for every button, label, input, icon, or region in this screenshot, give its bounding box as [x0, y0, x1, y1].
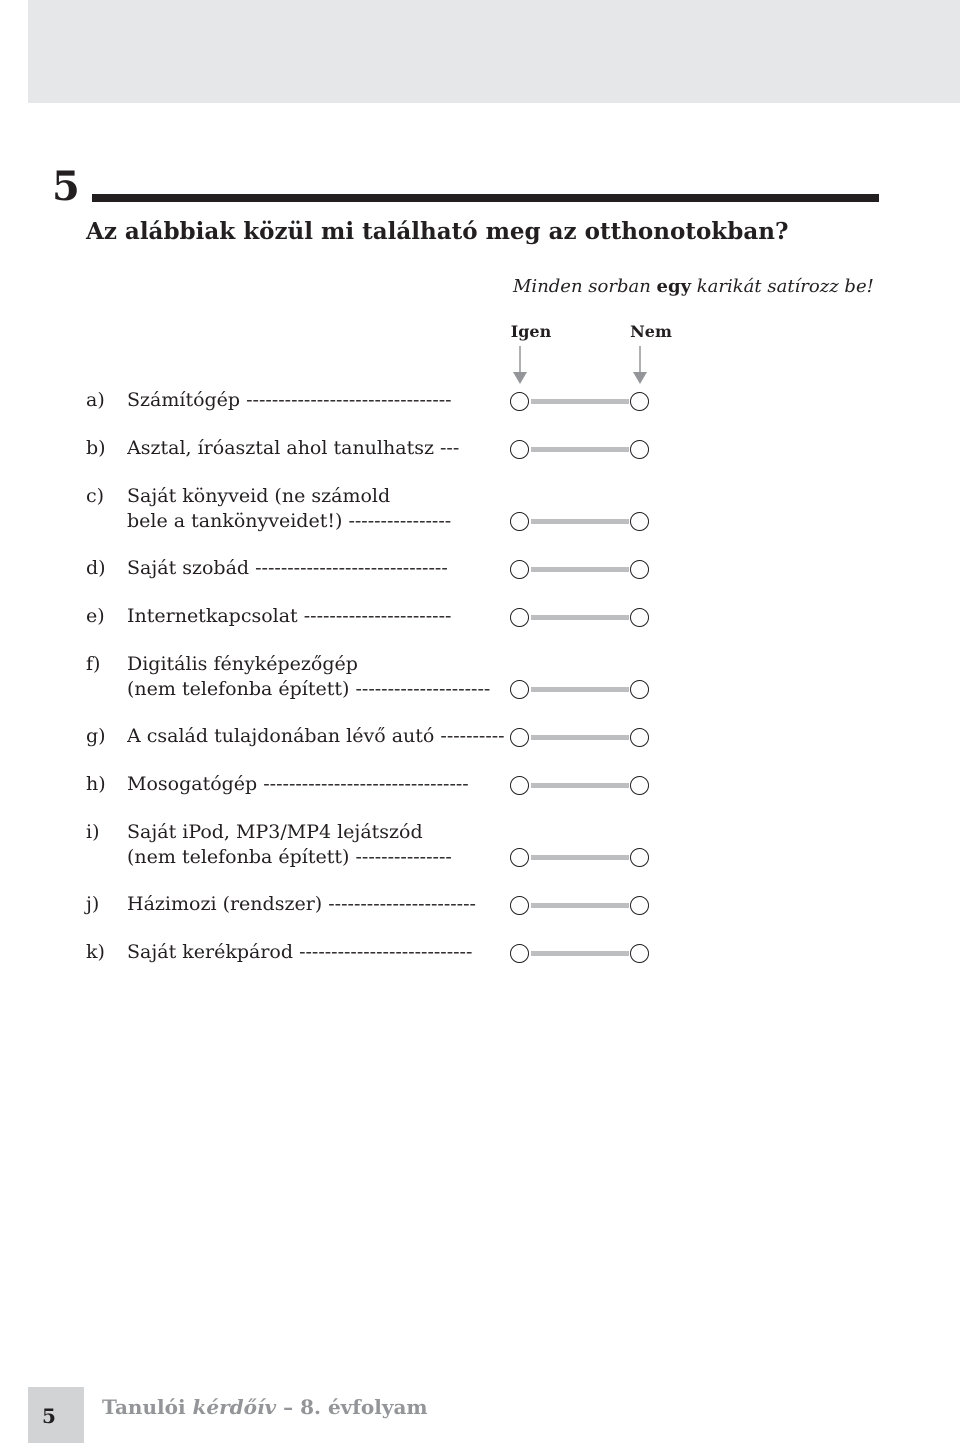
answer-circle-nem[interactable]: [630, 512, 649, 531]
item-letter: k): [86, 941, 105, 963]
item-leader-dashes: ---------------: [355, 846, 452, 868]
answer-circle-nem[interactable]: [630, 680, 649, 699]
footer-title-part2: – 8. évfolyam: [276, 1395, 428, 1419]
item-label-line1: Számítógép: [127, 389, 241, 411]
item-label: [127, 772, 505, 797]
answer-circle-igen[interactable]: [510, 728, 529, 747]
answer-circle-nem[interactable]: [630, 896, 649, 915]
column-header-nem: Nem: [630, 322, 672, 341]
answer-circle-igen[interactable]: [510, 512, 529, 531]
answer-circle-igen[interactable]: [510, 944, 529, 963]
answer-connector: [531, 687, 629, 692]
answer-circle-igen[interactable]: [510, 560, 529, 579]
item-letter: c): [86, 485, 105, 507]
answer-circle-nem[interactable]: [630, 608, 649, 627]
item-letter: f): [86, 653, 101, 675]
item-label: [127, 556, 505, 581]
item-label-line2: (nem telefonba épített): [127, 678, 350, 700]
item-label-line1: Saját kerékpárod: [127, 941, 294, 963]
answer-circle-igen[interactable]: [510, 776, 529, 795]
item-label-line1: Digitális fényképezőgép: [127, 653, 358, 675]
footer-title-part1: Tanulói: [102, 1395, 193, 1419]
answer-circle-nem[interactable]: [630, 728, 649, 747]
item-letter: a): [86, 389, 105, 411]
item-label: [127, 892, 505, 917]
question-title: Az alábbiak közül mi található meg az otthonotokban?: [86, 218, 789, 245]
answer-circle-nem[interactable]: [630, 776, 649, 795]
item-leader-dashes: --------------------------------: [246, 389, 452, 411]
item-label-line1: Saját könyveid (ne számold: [127, 485, 391, 507]
column-header-igen: Igen: [510, 322, 552, 341]
item-letter: i): [86, 821, 100, 843]
column-arrows: [0, 0, 960, 400]
item-leader-dashes: ---------------------------: [299, 941, 473, 963]
item-leader-dashes: -----------------------: [303, 605, 452, 627]
answer-circle-igen[interactable]: [510, 608, 529, 627]
item-leader-dashes: --------------------------------: [263, 773, 469, 795]
footer-title-italic: kérdőív: [192, 1395, 277, 1419]
item-letter: e): [86, 605, 105, 627]
item-label-line2: bele a tankönyveidet!): [127, 510, 343, 532]
item-leader-dashes: ------------------------------: [255, 557, 448, 579]
item-label-line1: Saját szobád: [127, 557, 250, 579]
item-leader-dashes: -----------------------: [328, 893, 476, 915]
answer-connector: [531, 567, 629, 572]
instruction-after: karikát satírozz be!: [691, 276, 874, 297]
item-label: [127, 388, 505, 413]
item-label: [127, 604, 505, 629]
answer-connector: [531, 399, 629, 404]
answer-circle-igen[interactable]: [510, 392, 529, 411]
item-letter: h): [86, 773, 106, 795]
item-label-line1: Internetkapcsolat: [127, 605, 298, 627]
item-label-line1: Mosogatógép: [127, 773, 258, 795]
item-leader-dashes: ---: [440, 437, 460, 459]
down-arrow-icon-igen: [513, 346, 527, 384]
answer-connector: [531, 951, 629, 956]
item-letter: g): [86, 725, 106, 747]
answer-circle-nem[interactable]: [630, 944, 649, 963]
item-letter: j): [86, 893, 100, 915]
item-label: [127, 652, 505, 702]
answer-circle-nem[interactable]: [630, 560, 649, 579]
item-label: [127, 724, 505, 749]
answer-connector: [531, 735, 629, 740]
down-arrow-icon-nem: [633, 346, 647, 384]
answer-connector: [531, 855, 629, 860]
item-letter: b): [86, 437, 106, 459]
instruction-before: Minden sorban: [513, 276, 657, 297]
answer-circle-igen[interactable]: [510, 896, 529, 915]
answer-circle-igen[interactable]: [510, 680, 529, 699]
footer-page-number: 5: [42, 1404, 56, 1428]
footer-title: [102, 1393, 428, 1421]
question-number: 5: [52, 163, 80, 210]
item-label-line1: Asztal, íróasztal ahol tanulhatsz: [127, 437, 434, 459]
item-label: [127, 940, 505, 965]
item-label: [127, 484, 505, 534]
answer-connector: [531, 447, 629, 452]
item-leader-dashes: ----------------: [348, 510, 452, 532]
answer-circle-nem[interactable]: [630, 848, 649, 867]
instruction-emphasis: egy: [656, 276, 692, 297]
item-label: [127, 436, 505, 461]
answer-connector: [531, 615, 629, 620]
item-label: [127, 820, 505, 870]
item-leader-dashes: ----------: [440, 725, 505, 747]
answer-circle-igen[interactable]: [510, 440, 529, 459]
answer-circle-igen[interactable]: [510, 848, 529, 867]
answer-circle-nem[interactable]: [630, 392, 649, 411]
item-label-line1: A család tulajdonában lévő autó: [127, 725, 435, 747]
answer-connector: [531, 903, 629, 908]
item-label-line1: Házimozi (rendszer): [127, 893, 323, 915]
item-label-line1: Saját iPod, MP3/MP4 lejátszód: [127, 821, 423, 843]
item-leader-dashes: ---------------------: [355, 678, 491, 700]
answer-circle-nem[interactable]: [630, 440, 649, 459]
item-label-line2: (nem telefonba épített): [127, 846, 350, 868]
answer-connector: [531, 783, 629, 788]
item-letter: d): [86, 557, 106, 579]
answer-connector: [531, 519, 629, 524]
